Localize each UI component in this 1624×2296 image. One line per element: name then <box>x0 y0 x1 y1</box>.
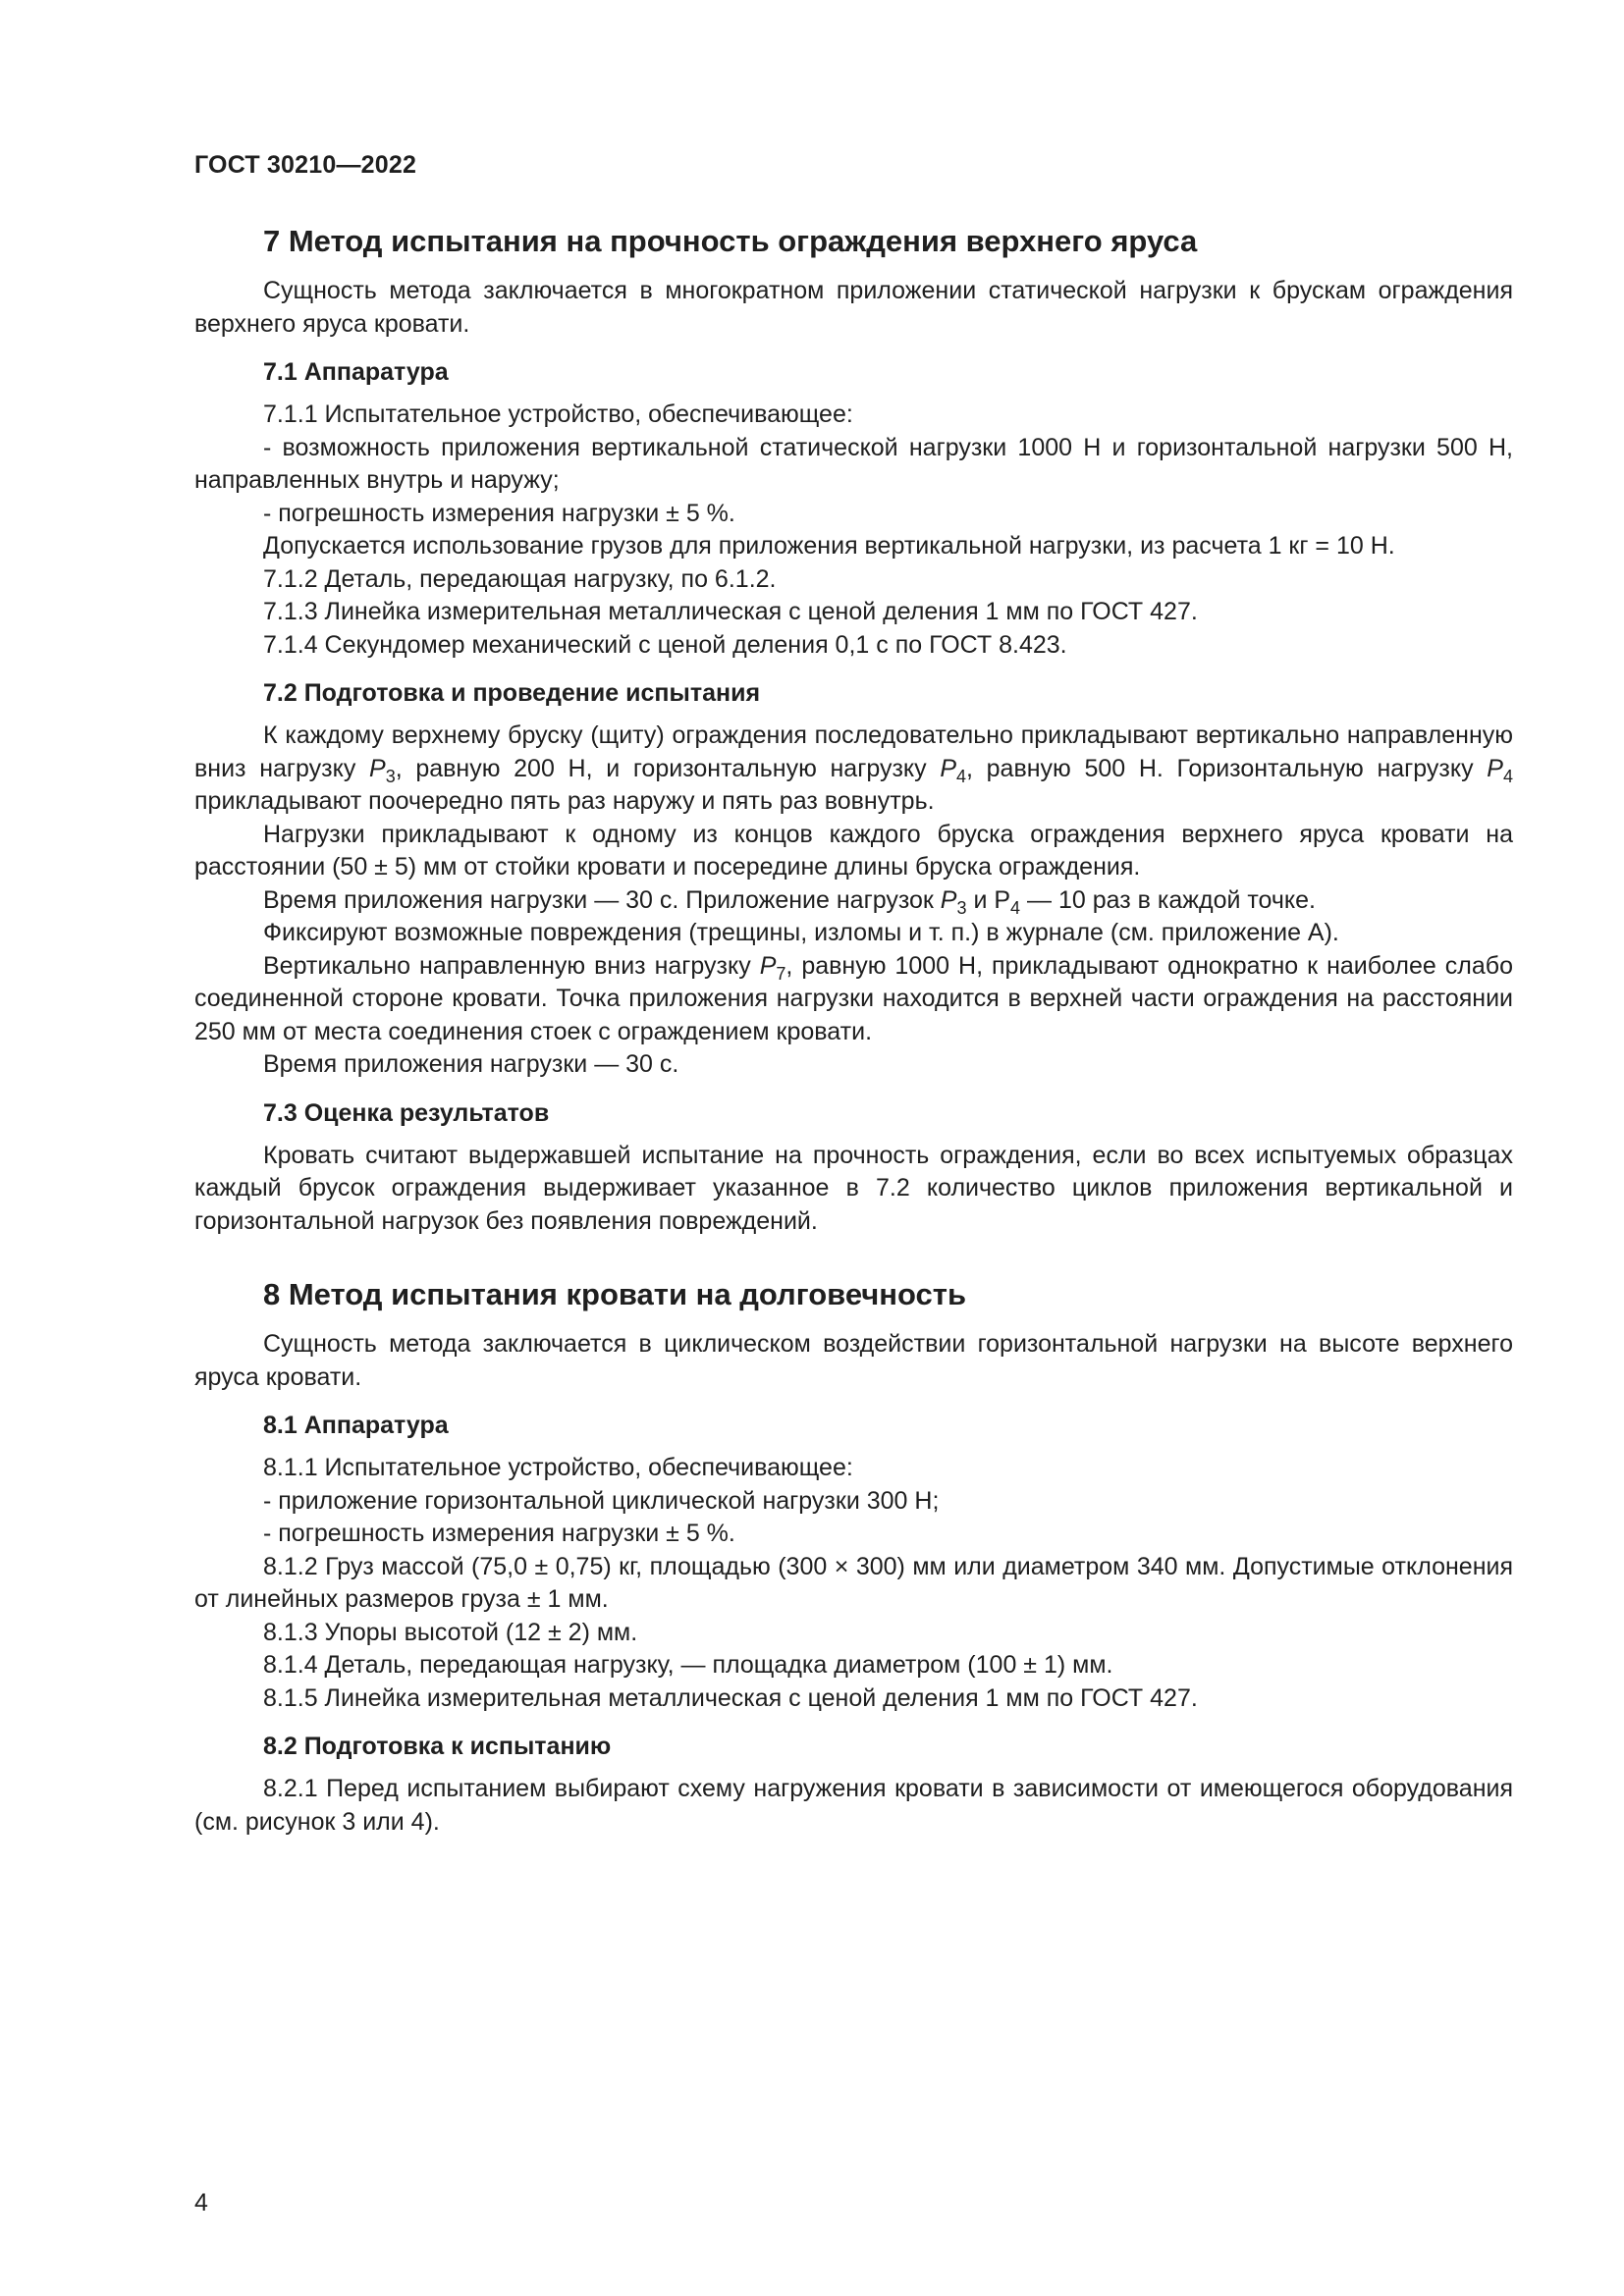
para-7-2-record: Фиксируют возможные повреждения (трещины, изломы и т. п.) в журнале (см. приложение А). <box>263 919 1339 946</box>
list-item-8-1-1-b: - погрешность измерения нагрузки ± 5 %. <box>263 1520 735 1547</box>
para-7-1-1-note: Допускается использование грузов для приложения вертикальной нагрузки, из расчета 1 кг = 10 Н. <box>263 532 1395 560</box>
standard-code-header: ГОСТ 30210—2022 <box>194 151 417 179</box>
para-7-2-loads: К каждому верхнему бруску (щиту) ограждения последовательно прикладывают вертикально направленную вниз нагрузку $P_3$, равную 200 Н, и горизонтальную нагрузку $P_4$, равную 500 Н. Горизонтальную нагрузку $P_4$ прикладывают поочередно пять раз наружу и пять раз вовнутрь. <box>194 721 1513 815</box>
para-8-1-5: 8.1.5 Линейка измерительная металлическая с ценой деления 1 мм по ГОСТ 427. <box>263 1683 1198 1712</box>
para-8-1-3: 8.1.3 Упоры высотой (12 ± 2) мм. <box>263 1618 638 1646</box>
list-item-7-1-1-a: - возможность приложения вертикальной статической нагрузки 1000 Н и горизонтальной нагрузки 500 Н, направленных внутрь и наружу; <box>194 433 1513 494</box>
section-7-intro: Сущность метода заключается в многократном приложении статической нагрузки к брускам ограждения верхнего яруса кровати. <box>194 277 1513 338</box>
document-body <box>194 222 1513 1839</box>
subsection-8-1-title: 8.1 Аппаратура <box>263 1412 449 1439</box>
list-item-7-1-1-b: - погрешность измерения нагрузки ± 5 %. <box>263 499 735 527</box>
subsection-7-3-title: 7.3 Оценка результатов <box>263 1098 550 1127</box>
para-7-1-1: 7.1.1 Испытательное устройство, обеспечивающее: <box>263 400 853 428</box>
para-7-3-result: Кровать считают выдержавшей испытание на прочность ограждения, если во всех испытуемых образцах каждый брусок ограждения выдерживает указанное в 7.2 количество циклов приложения вертикальной и горизонтальной нагрузок без появления повреждений. <box>194 1141 1513 1235</box>
para-7-2-duration-final: Время приложения нагрузки — 30 с. <box>263 1050 679 1078</box>
section-8-intro: Сущность метода заключается в циклическом воздействии горизонтальной нагрузки на высоте верхнего яруса кровати. <box>194 1330 1513 1391</box>
subsection-8-2-title: 8.2 Подготовка к испытанию <box>263 1733 612 1760</box>
para-7-2-duration: Время приложения нагрузки — 30 с. Приложение нагрузок $P_3$ и $P_4$ — 10 раз в каждой точке. <box>263 885 1317 918</box>
para-8-1-4: 8.1.4 Деталь, передающая нагрузку, — площадка диаметром (100 ± 1) мм. <box>263 1651 1113 1679</box>
para-7-1-3: 7.1.3 Линейка измерительная металлическая с ценой деления 1 мм по ГОСТ 427. <box>263 598 1198 625</box>
page-number: 4 <box>194 2189 208 2216</box>
list-item-8-1-1-a: - приложение горизонтальной циклической нагрузки 300 Н; <box>263 1486 940 1515</box>
para-8-1-1: 8.1.1 Испытательное устройство, обеспечивающее: <box>263 1454 853 1481</box>
section-8-title: 8 Метод испытания кровати на долговечность <box>263 1277 967 1311</box>
para-8-1-2: 8.1.2 Груз массой (75,0 ± 0,75) кг, площадью (300 × 300) мм или диаметром 340 мм. Допустимые отклонения от линейных размеров груза ± 1 мм. <box>194 1552 1513 1613</box>
subsection-7-1-title: 7.1 Аппаратура <box>263 358 449 386</box>
para-7-1-4: 7.1.4 Секундомер механический с ценой деления 0,1 с по ГОСТ 8.423. <box>263 630 1067 659</box>
section-7-title: 7 Метод испытания на прочность ограждения верхнего яруса <box>263 224 1198 258</box>
para-7-2-vertical-load: Вертикально направленную вниз нагрузку $P_7$, равную 1000 Н, прикладывают однократно к наиболее слабо соединенной стороне кровати. Точка приложения нагрузки находится в верхней части ограждения на расстоянии 250 мм от места соединения стоек с ограждением кровати. <box>194 951 1513 1045</box>
subsection-7-2-title: 7.2 Подготовка и проведение испытания <box>263 679 761 707</box>
para-7-1-2: 7.1.2 Деталь, передающая нагрузку, по 6.1.2. <box>263 564 777 593</box>
para-8-2-1: 8.2.1 Перед испытанием выбирают схему нагружения кровати в зависимости от имеющегося оборудования (см. рисунок 3 или 4). <box>194 1775 1513 1836</box>
para-7-2-application-points: Нагрузки прикладывают к одному из концов каждого бруска ограждения верхнего яруса кровати на расстоянии (50 ± 5) мм от стойки кровати и посередине длины бруска ограждения. <box>194 820 1513 881</box>
